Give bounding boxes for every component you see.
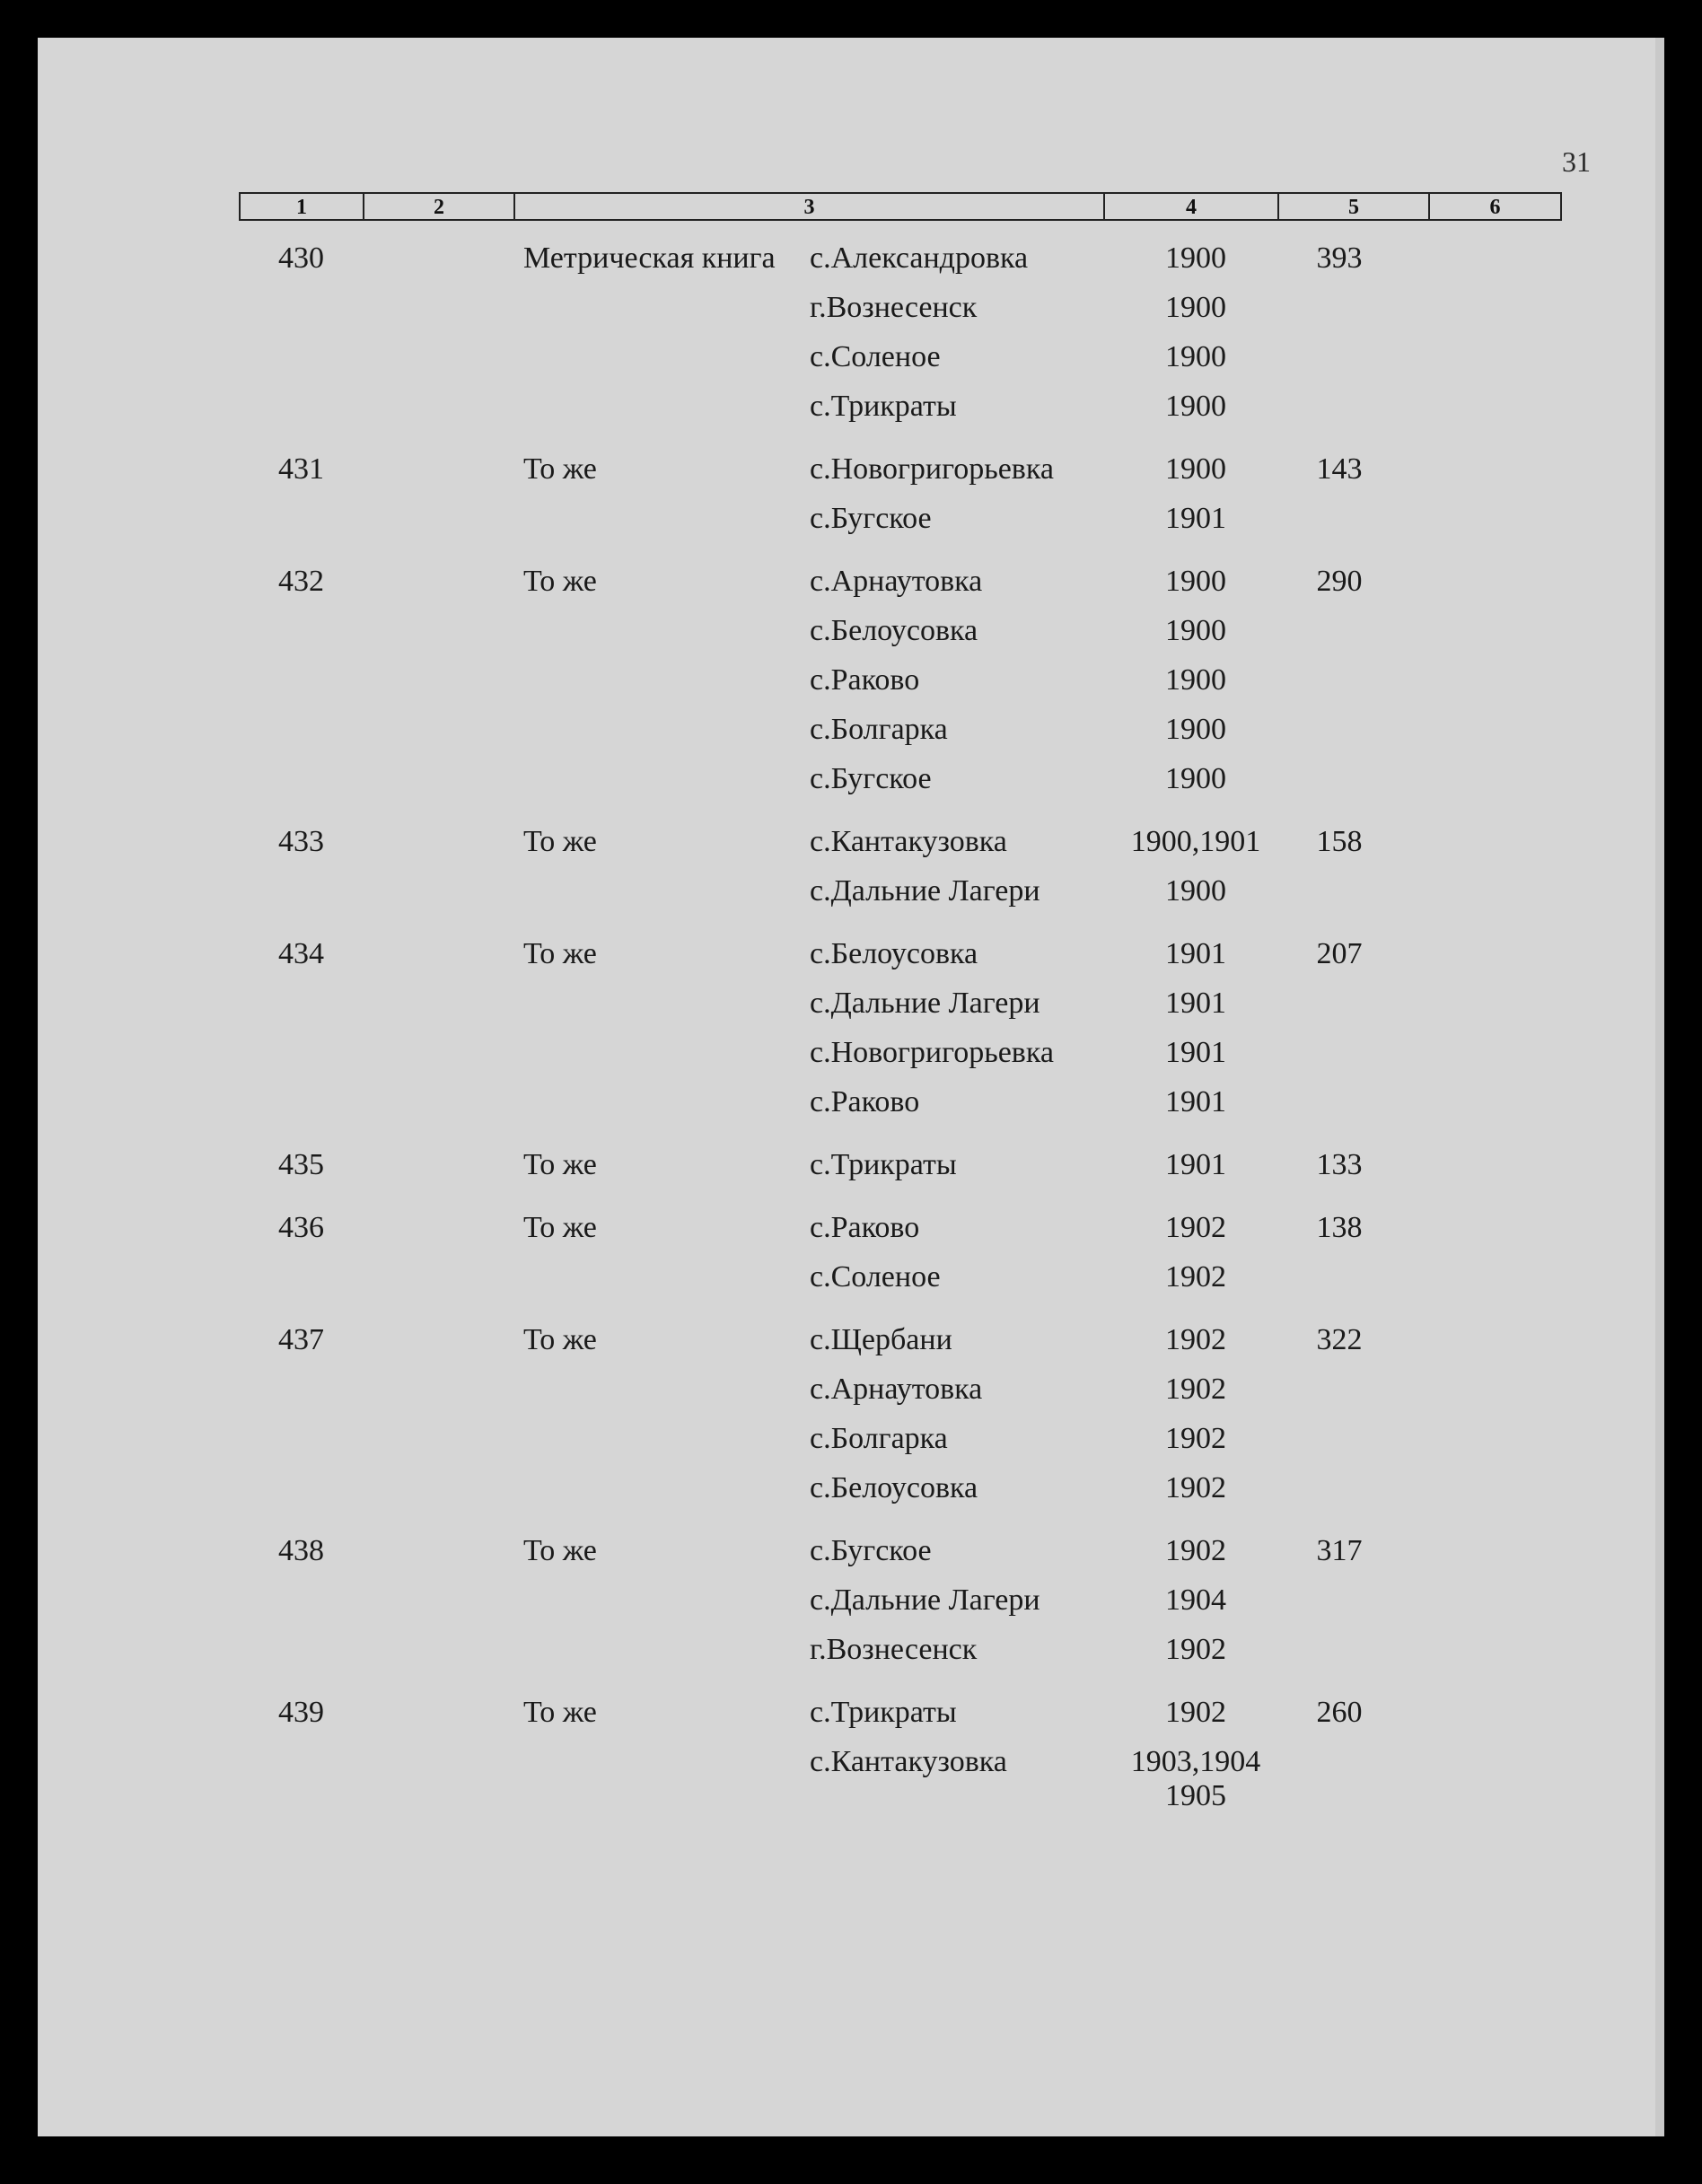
entry-kind: То же: [523, 1148, 597, 1181]
entry-place: с.Бугское: [810, 502, 932, 535]
entry-count: 138: [1316, 1211, 1363, 1244]
entry-count: 322: [1316, 1323, 1363, 1356]
entry-kind: То же: [523, 565, 597, 598]
entry-place: с.Соленое: [810, 340, 941, 373]
entry-years: 1900: [1165, 874, 1226, 908]
entry-number: 434: [278, 937, 324, 970]
entry-years: 1904: [1165, 1583, 1226, 1617]
entry-count: 290: [1316, 565, 1363, 598]
entry-years: 1900: [1165, 340, 1226, 373]
entry-number: 435: [278, 1148, 324, 1181]
entry-years: 1902: [1165, 1260, 1226, 1294]
entry-place: с.Арнаутовка: [810, 1373, 983, 1406]
entry-years: 1901: [1165, 937, 1226, 970]
entry-years: 1903,1904: [1130, 1745, 1261, 1778]
entry-place: с.Трикраты: [810, 1148, 957, 1181]
entry-place: г.Вознесенск: [810, 291, 978, 324]
entry-kind: То же: [523, 1211, 597, 1244]
entry-years: 1902: [1165, 1373, 1226, 1406]
entry-years: 1901: [1165, 1148, 1226, 1181]
entry-count: 260: [1316, 1696, 1363, 1729]
entry-number: 438: [278, 1534, 324, 1567]
entry-place: с.Щербани: [810, 1323, 952, 1356]
entry-number: 439: [278, 1696, 324, 1729]
entry-place: с.Кантакузовка: [810, 1745, 1007, 1778]
entry-years: 1900: [1165, 291, 1226, 324]
entry-years: 1901: [1165, 1036, 1226, 1069]
entry-count: 317: [1316, 1534, 1363, 1567]
entry-number: 430: [278, 241, 324, 275]
column-header-1: 1: [241, 194, 364, 219]
entry-years: 1902: [1165, 1633, 1226, 1666]
entry-number: 437: [278, 1323, 324, 1356]
entry-years: 1900: [1165, 762, 1226, 795]
entry-years: 1900: [1165, 663, 1226, 697]
entry-count: 133: [1316, 1148, 1363, 1181]
records-table: [38, 38, 1664, 2136]
entry-count: 393: [1316, 241, 1363, 275]
entry-number: 431: [278, 452, 324, 486]
entry-count: 143: [1316, 452, 1363, 486]
entry-years: 1900: [1165, 614, 1226, 647]
entry-years: 1900: [1165, 390, 1226, 423]
entry-place: с.Раково: [810, 1085, 920, 1118]
entry-place: с.Соленое: [810, 1260, 941, 1294]
entry-place: с.Болгарка: [810, 713, 948, 746]
entry-kind: Метрическая книга: [523, 241, 776, 275]
entry-kind: То же: [523, 937, 597, 970]
entry-place: г.Вознесенск: [810, 1633, 978, 1666]
entry-years: 1902: [1165, 1534, 1226, 1567]
entry-place: с.Трикраты: [810, 390, 957, 423]
entry-place: с.Белоусовка: [810, 1471, 978, 1504]
entry-kind: То же: [523, 1696, 597, 1729]
entry-years: 1901: [1165, 502, 1226, 535]
entry-place: с.Раково: [810, 663, 920, 697]
entry-place: с.Кантакузовка: [810, 825, 1007, 858]
entry-place: с.Александровка: [810, 241, 1029, 275]
column-header-5: 5: [1279, 194, 1430, 219]
column-header-4: 4: [1105, 194, 1279, 219]
document-page: [38, 38, 1664, 2136]
entry-years-extra: 1905: [1165, 1779, 1226, 1812]
entry-years: 1902: [1165, 1211, 1226, 1244]
entry-place: с.Трикраты: [810, 1696, 957, 1729]
entry-place: с.Белоусовка: [810, 937, 978, 970]
entry-kind: То же: [523, 452, 597, 486]
entry-count: 207: [1316, 937, 1363, 970]
entry-years: 1900: [1165, 241, 1226, 275]
entry-years: 1900: [1165, 452, 1226, 486]
entry-place: с.Болгарка: [810, 1422, 948, 1455]
entry-years: 1900,1901: [1130, 825, 1261, 858]
entry-kind: То же: [523, 825, 597, 858]
entry-years: 1901: [1165, 987, 1226, 1020]
entry-number: 436: [278, 1211, 324, 1244]
entry-place: с.Бугское: [810, 1534, 932, 1567]
entry-years: 1900: [1165, 713, 1226, 746]
entry-place: с.Новогригорьевка: [810, 1036, 1054, 1069]
entry-place: с.Новогригорьевка: [810, 452, 1054, 486]
entry-years: 1902: [1165, 1471, 1226, 1504]
entry-place: с.Раково: [810, 1211, 920, 1244]
entry-place: с.Дальние Лагери: [810, 1583, 1040, 1617]
entry-number: 432: [278, 565, 324, 598]
entry-kind: То же: [523, 1323, 597, 1356]
entry-count: 158: [1316, 825, 1363, 858]
entry-place: с.Дальние Лагери: [810, 874, 1040, 908]
entry-years: 1902: [1165, 1323, 1226, 1356]
entry-number: 433: [278, 825, 324, 858]
entry-years: 1900: [1165, 565, 1226, 598]
entry-place: с.Арнаутовка: [810, 565, 983, 598]
entry-kind: То же: [523, 1534, 597, 1567]
entry-years: 1901: [1165, 1085, 1226, 1118]
entry-years: 1902: [1165, 1422, 1226, 1455]
entry-years: 1902: [1165, 1696, 1226, 1729]
page-number: 31: [1562, 145, 1591, 178]
entry-place: с.Дальние Лагери: [810, 987, 1040, 1020]
column-header-2: 2: [364, 194, 515, 219]
column-header-6: 6: [1489, 196, 1501, 219]
entry-place: с.Бугское: [810, 762, 932, 795]
entry-place: с.Белоусовка: [810, 614, 978, 647]
column-header-3: 3: [515, 194, 1105, 219]
